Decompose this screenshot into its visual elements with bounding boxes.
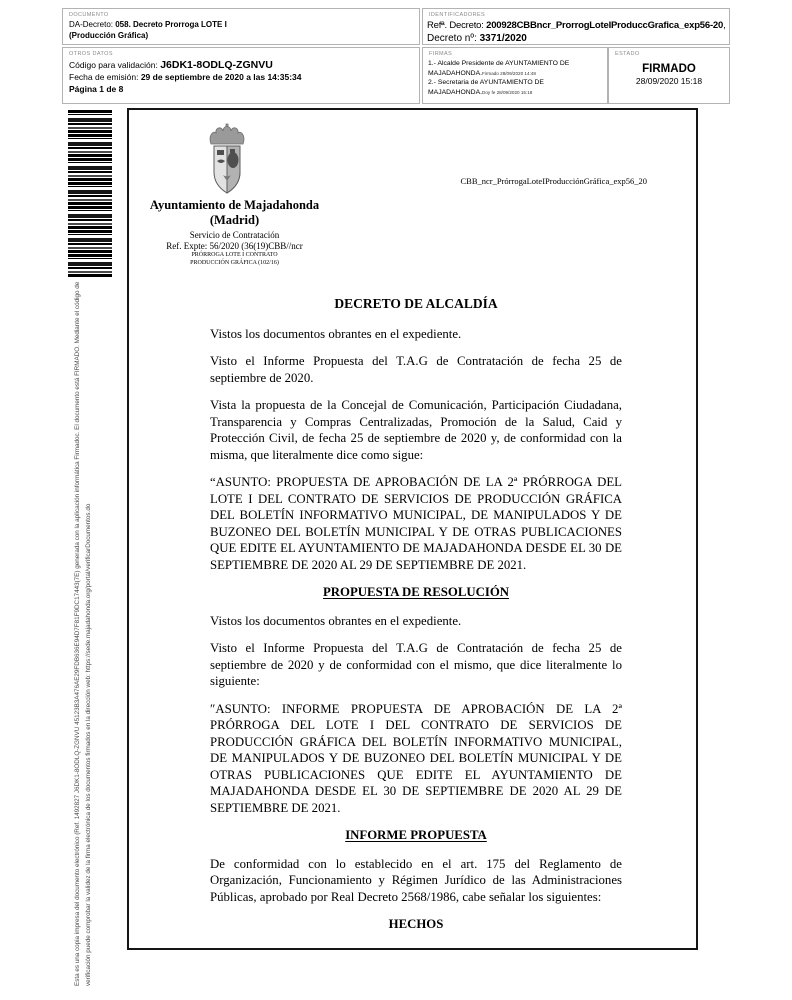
ref-decreto-prefix: Refª. Decreto: [427, 20, 487, 31]
heading-informe-propuesta: INFORME PROPUESTA [345, 828, 487, 842]
pagina-line: Página 1 de 8 [69, 84, 124, 94]
coat-of-arms-icon [203, 123, 251, 197]
codigo-validacion-prefix: Código para validación: [69, 60, 161, 70]
fecha-emision-line [69, 71, 413, 83]
paragraph-8: De conformidad con lo establecido en el art. 175 del Reglamento de Organización, Funcionamiento y Régimen Jurídico de las Administraciones Públicas, aprobado por Real Decreto 2568/1986, cabe señalar los siguientes: [210, 856, 622, 904]
documento-line1-value: 058. Decreto Prorroga LOTE I [115, 20, 227, 29]
decreto-num-prefix: Decreto nº: [427, 33, 480, 44]
paragraph-3: Vista la propuesta de la Concejal de Comunicación, Participación Ciudadana, Transparencia y Compras Centralizadas, Promoción de la Salud, Caid y Protección Civil, de fecha 25 de septiembre de 2020 y, de conformidad con la misma, que literalmente dice como sigue: [210, 398, 622, 462]
identificadores-content [423, 19, 729, 45]
firma-item-2-note: Doy fe 28/09/2020 15:18 [482, 89, 533, 95]
barcode-icon [68, 110, 112, 278]
codigo-validacion-value: J6DK1-8ODLQ-ZGNVU [160, 59, 273, 71]
decreto-num-value: 3371/2020 [479, 33, 527, 44]
documento-label: DOCUMENTO [69, 12, 109, 18]
firmas-box [422, 47, 608, 104]
codigo-validacion-line [69, 59, 413, 71]
heading-propuesta-resolucion: PROPUESTA DE RESOLUCIÓN [322, 585, 510, 599]
estado-box [608, 47, 730, 104]
verification-line-2: verificación puede comprobar la validez de la firma electrónica de los documentos firmados en la dirección web: https://sede.majadahonda.org/portal/verificarDocumentos.do [84, 503, 92, 986]
verification-line-1: Esta es una copia impresa del documento electrónico (Ref. 1492827 J6DK1-8ODLQ-ZGNVU 45123B3A476AE29FDB636E94D7F81F9DC17443(7E) generada con la aplicación informática Firmadoc. El documento está FIRMADO. Mediante el código de [74, 281, 81, 986]
paragraph-4: “ASUNTO: PROPUESTA DE APROBACIÓN DE LA 2ª PRÓRROGA DEL LOTE I DEL CONTRATO DE SERVICIOS DE PRODUCCIÓN GRÁFICA DEL BOLETÍN INFORMATIVO MUNICIPAL, DE MANIPULADOS Y DE BUZONEO DEL BOLETÍN MUNICIPAL Y DE OTRAS PUBLICACIONES QUE EDITE EL AYUNTAMIENTO DE MAJADAHONDA DESDE EL 30 DE SEPTIEMBRE DE 2020 AL 29 DE SEPTIEMBRE DE 2021. [210, 475, 622, 572]
paragraph-2: Visto el Informe Propuesta del T.A.G de Contratación de fecha 25 de septiembre de 2020. [210, 354, 622, 385]
paragraph-6: Visto el Informe Propuesta del T.A.G de Contratación de fecha 25 de septiembre de 2020 y de conformidad con el mismo, que dice literalmente lo siguiente: [210, 641, 622, 688]
org-sub-line-1: PRÓRROGA LOTE I CONTRATO [191, 252, 278, 258]
paragraph-5: Vistos los documentos obrantes en el expediente. [210, 613, 462, 628]
fecha-emision-value: 29 de septiembre de 2020 a las 14:35:34 [140, 72, 302, 82]
heading-hechos: HECHOS [388, 917, 444, 931]
document-title: DECRETO DE ALCALDÍA [334, 296, 498, 311]
verification-text-vertical [73, 281, 94, 986]
document-content [210, 296, 622, 945]
org-ref-line: Ref. Expte: 56/2020 (36(19)CBB//ncr [166, 241, 303, 251]
firmas-label: FIRMAS [429, 51, 453, 57]
decreto-num-line [427, 32, 725, 45]
documento-box [62, 8, 420, 45]
otros-datos-label: OTROS DATOS [69, 51, 113, 57]
org-header [137, 198, 332, 267]
org-name: Ayuntamiento de Majadahonda [149, 198, 320, 212]
otros-datos-box [62, 47, 420, 104]
firma-item-2 [428, 78, 602, 97]
document-body-frame [127, 108, 698, 950]
firma-item-1-note: Firmado 28/09/2020 14:48 [482, 70, 536, 76]
org-location: (Madrid) [209, 213, 260, 227]
otros-datos-content [63, 58, 419, 96]
estado-content [609, 63, 729, 86]
ref-decreto-value: 200928CBBncr_ProrrogLoteIProduccGrafica_exp56-20 [486, 20, 724, 31]
estado-status: FIRMADO [642, 63, 696, 75]
org-sub-line-2: PRODUCCIÓN GRÁFICA (102/16) [190, 259, 279, 266]
org-dept: Servicio de Contratación [189, 230, 280, 240]
ref-decreto-comma: , [723, 20, 726, 31]
estado-label: ESTADO [615, 51, 640, 57]
ref-decreto-line [427, 19, 725, 32]
documento-line-1 [69, 20, 413, 31]
firma-item-1 [428, 59, 602, 78]
documento-content [63, 19, 419, 42]
paragraph-1: Vistos los documentos obrantes en el expediente. [210, 326, 462, 341]
identificadores-box [422, 8, 730, 45]
corner-reference: CBB_ncr_PrórrogaLoteIProducciónGráfica_exp56_20 [460, 176, 647, 186]
firma-item-1-text: 1.- Alcalde Presidente de AYUNTAMIENTO DE MAJADAHONDA. [428, 60, 570, 77]
firma-item-2-text: 2.- Secretaria de AYUNTAMIENTO DE MAJADAHONDA. [428, 79, 544, 96]
firmas-content [423, 58, 607, 98]
documento-line-2: (Producción Gráfica) [69, 30, 149, 40]
paragraph-7: ″ASUNTO: INFORME PROPUESTA DE APROBACIÓN DE LA 2ª PRÓRROGA DEL LOTE I DEL CONTRATO DE SERVICIOS DE PRODUCCIÓN GRÁFICA DEL BOLETÍN INFORMATIVO MUNICIPAL, DE MANIPULADOS Y DE BUZONEO DEL BOLETÍN MUNICIPAL Y DE OTRAS PUBLICACIONES QUE EDITE EL AYUNTAMIENTO DE MAJADAHONDA DESDE EL 30 DE SEPTIEMBRE DE 2020 AL 29 DE SEPTIEMBRE DE 2021. [210, 701, 622, 815]
fecha-emision-prefix: Fecha de emisión: [69, 72, 141, 82]
documento-line1-prefix: DA-Decreto: [69, 20, 116, 29]
identificadores-label: IDENTIFICADORES [429, 12, 486, 18]
estado-datetime: 28/09/2020 15:18 [635, 76, 703, 86]
